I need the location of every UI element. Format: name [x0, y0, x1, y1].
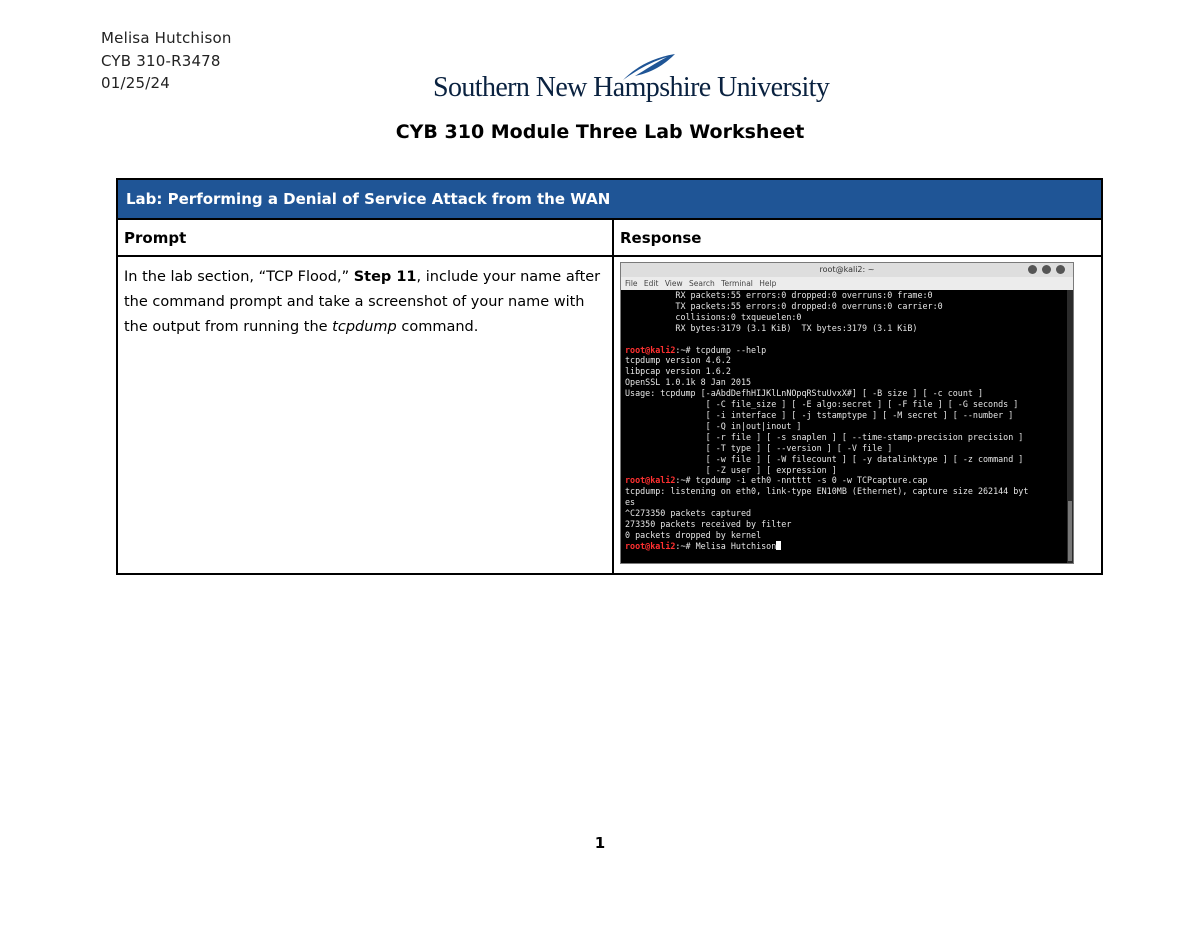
maximize-icon [1042, 265, 1051, 274]
terminal-scrollbar [1067, 290, 1073, 563]
terminal-output [621, 290, 1073, 552]
output-line: [ -i interface ] [ -j tstamptype ] [ -M secret ] [ --number ] [625, 409, 1014, 420]
text-cursor [776, 541, 781, 550]
shell-prompt: root@kali2 [625, 475, 676, 486]
output-line: RX bytes:3179 (3.1 KiB) TX bytes:3179 (3.1 KiB) [625, 322, 918, 333]
shell-prompt: root@kali2 [625, 540, 676, 551]
output-line: Usage: tcpdump [-aAbdDefhHIJKlLnNOpqRStuUvxX#] [ -B size ] [ -c count ] [625, 388, 983, 399]
command-line [625, 541, 1069, 552]
page-title: CYB 310 Module Three Lab Worksheet [395, 121, 805, 143]
output-line: [ -r file ] [ -s snaplen ] [ --time-stamp-precision precision ] [625, 431, 1024, 442]
lab-banner: Lab: Performing a Denial of Service Attack from the WAN [117, 179, 1102, 219]
window-buttons [1023, 265, 1065, 279]
prompt-text-2: , include your name after the command prompt and take a screenshot of your name with the output from running the [124, 269, 601, 335]
output-line: [ -T type ] [ --version ] [ -V file ] [625, 442, 893, 453]
output-line: es [625, 497, 636, 508]
lab-table [116, 178, 1103, 575]
course-code: CYB 310-R3478 [101, 51, 221, 70]
output-line: [ -w file ] [ -W filecount ] [ -y datalinktype ] [ -z command ] [625, 453, 1024, 464]
output-line: libpcap version 1.6.2 [625, 366, 731, 377]
output-line [625, 334, 1069, 345]
output-line: OpenSSL 1.0.1k 8 Jan 2015 [625, 377, 752, 388]
command-text: :~# tcpdump --help [675, 344, 767, 355]
scrollbar-thumb [1068, 501, 1072, 561]
terminal-title: root@kali2: ~ [819, 265, 875, 274]
university-logo [433, 52, 830, 108]
terminal-screenshot [620, 262, 1074, 564]
author-header [101, 27, 232, 95]
response-cell [613, 256, 1102, 574]
close-icon [1056, 265, 1065, 274]
submission-date: 01/25/24 [101, 74, 170, 92]
output-line: [ -Z user ] [ expression ] [625, 464, 837, 475]
output-line: collisions:0 txqueuelen:0 [625, 311, 802, 322]
command-text: :~# tcpdump -i eth0 -nntttt -s 0 -w TCPcapture.cap [675, 475, 928, 486]
prompt-command: tcpdump [332, 319, 397, 335]
output-line: TX packets:55 errors:0 dropped:0 overruns:0 carrier:0 [625, 300, 943, 311]
command-text: :~# Melisa Hutchison [675, 540, 777, 551]
terminal-menu: File Edit View Search Terminal Help [621, 277, 1073, 290]
command-line [625, 475, 1069, 486]
page-number: 1 [594, 834, 606, 852]
prompt-step: Step 11 [353, 269, 417, 285]
shell-prompt: root@kali2 [625, 344, 676, 355]
output-line: tcpdump: listening on eth0, link-type EN10MB (Ethernet), capture size 262144 byt [625, 486, 1029, 497]
logo-text: Southern New Hampshire University [433, 72, 830, 103]
command-line [625, 345, 1069, 356]
response-header: Response [613, 219, 1102, 256]
prompt-text-3: command. [396, 319, 479, 335]
output-line: [ -C file_size ] [ -E algo:secret ] [ -F file ] [ -G seconds ] [625, 399, 1019, 410]
prompt-cell [117, 256, 613, 574]
minimize-icon [1028, 265, 1037, 274]
prompt-header: Prompt [117, 219, 613, 256]
output-line: RX packets:55 errors:0 dropped:0 overruns:0 frame:0 [625, 290, 933, 300]
quill-icon [621, 52, 677, 82]
terminal-titlebar [621, 263, 1073, 277]
output-line: ^C273350 packets captured [625, 508, 752, 519]
output-line: tcpdump version 4.6.2 [625, 355, 731, 366]
prompt-text-1: In the lab section, “TCP Flood,” [124, 269, 354, 285]
author-name: Melisa Hutchison [101, 29, 232, 47]
output-line: 273350 packets received by filter [625, 519, 792, 530]
output-line: [ -Q in|out|inout ] [625, 420, 802, 431]
output-line: 0 packets dropped by kernel [625, 529, 762, 540]
